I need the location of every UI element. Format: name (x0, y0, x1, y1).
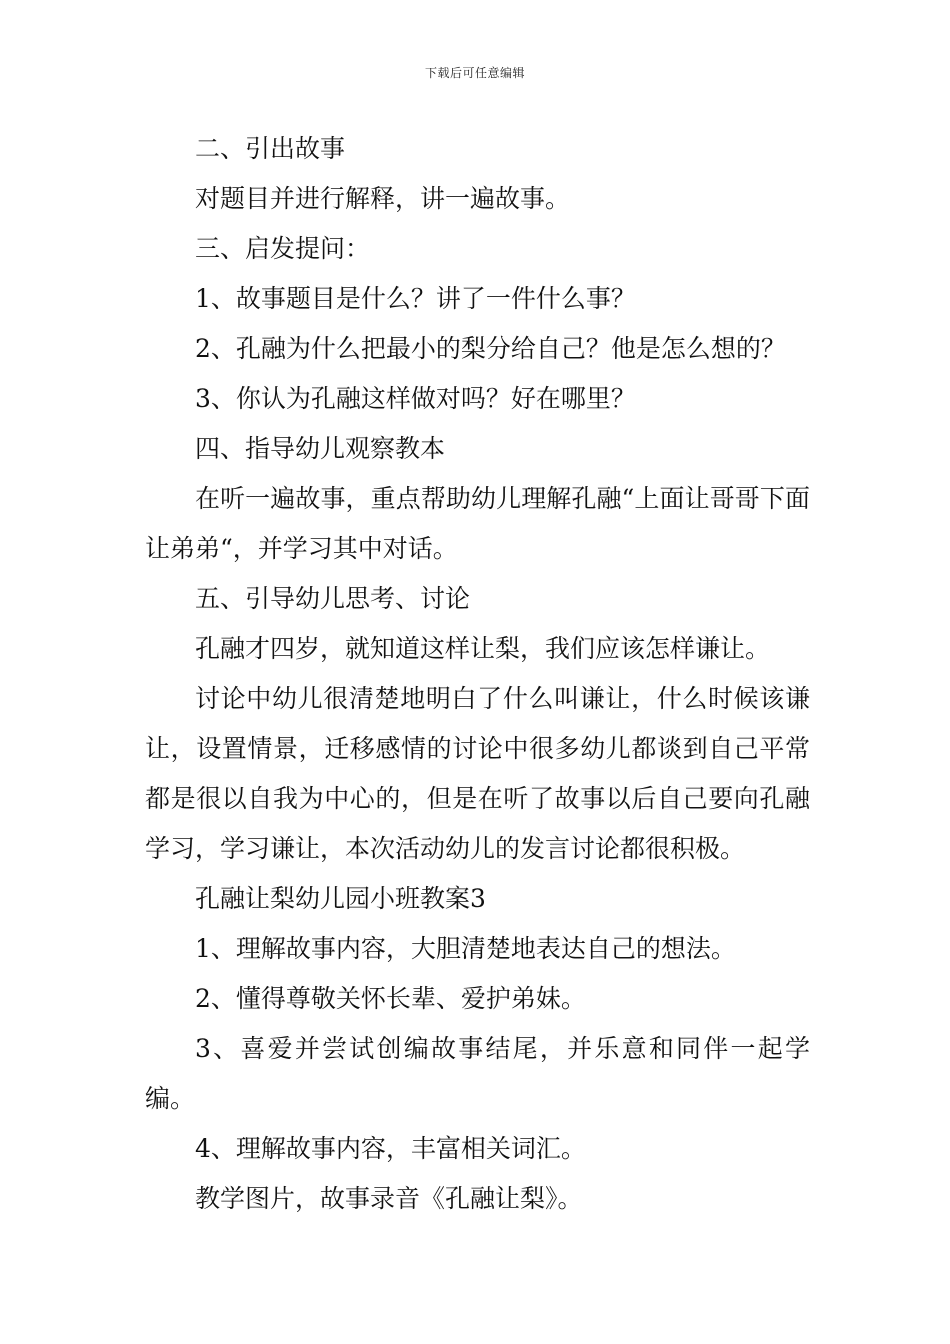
header-note: 下载后可任意编辑 (424, 66, 525, 80)
list-item: 3、喜爱并尝试创编故事结尾，并乐意和同伴一起学编。 (145, 1034, 810, 1113)
paragraph-section-three-heading: 三、启发提问： (195, 234, 371, 263)
document-body (145, 124, 810, 1224)
paragraph-section-two-heading: 二、引出故事 (195, 134, 346, 163)
paragraph: 讨论中幼儿很清楚地明白了什么叫谦让，什么时候该谦让，设置情景，迁移感情的讨论中很多幼儿都谈到自己平常都是很以自我为中心的，但是在听了故事以后自己要向孔融学习，学习谦让，本次活动幼儿的发言讨论都很积极。 (145, 684, 810, 863)
list-item: 2、孔融为什么把最小的梨分给自己？他是怎么想的？ (195, 334, 786, 363)
list-item: 1、故事题目是什么？讲了一件什么事？ (195, 284, 636, 313)
list-item: 2、懂得尊敬关怀长辈、爱护弟妹。 (195, 984, 586, 1013)
list-item: 1、理解故事内容，大胆清楚地表达自己的想法。 (195, 934, 736, 963)
list-item: 4、理解故事内容，丰富相关词汇。 (195, 1134, 586, 1163)
list-item: 3、你认为孔融这样做对吗？好在哪里？ (195, 384, 636, 413)
section-title: 孔融让梨幼儿园小班教案3 (195, 884, 486, 913)
paragraph: 孔融才四岁，就知道这样让梨，我们应该怎样谦让。 (195, 634, 771, 663)
paragraph-section-five-heading: 五、引导幼儿思考、讨论 (195, 584, 471, 613)
paragraph: 教学图片，故事录音《孔融让梨》。 (195, 1184, 583, 1213)
paragraph: 在听一遍故事，重点帮助幼儿理解孔融“上面让哥哥下面让弟弟“，并学习其中对话。 (145, 484, 810, 563)
paragraph: 对题目并进行解释，讲一遍故事。 (195, 184, 571, 213)
paragraph-section-four-heading: 四、指导幼儿观察教本 (195, 434, 446, 463)
